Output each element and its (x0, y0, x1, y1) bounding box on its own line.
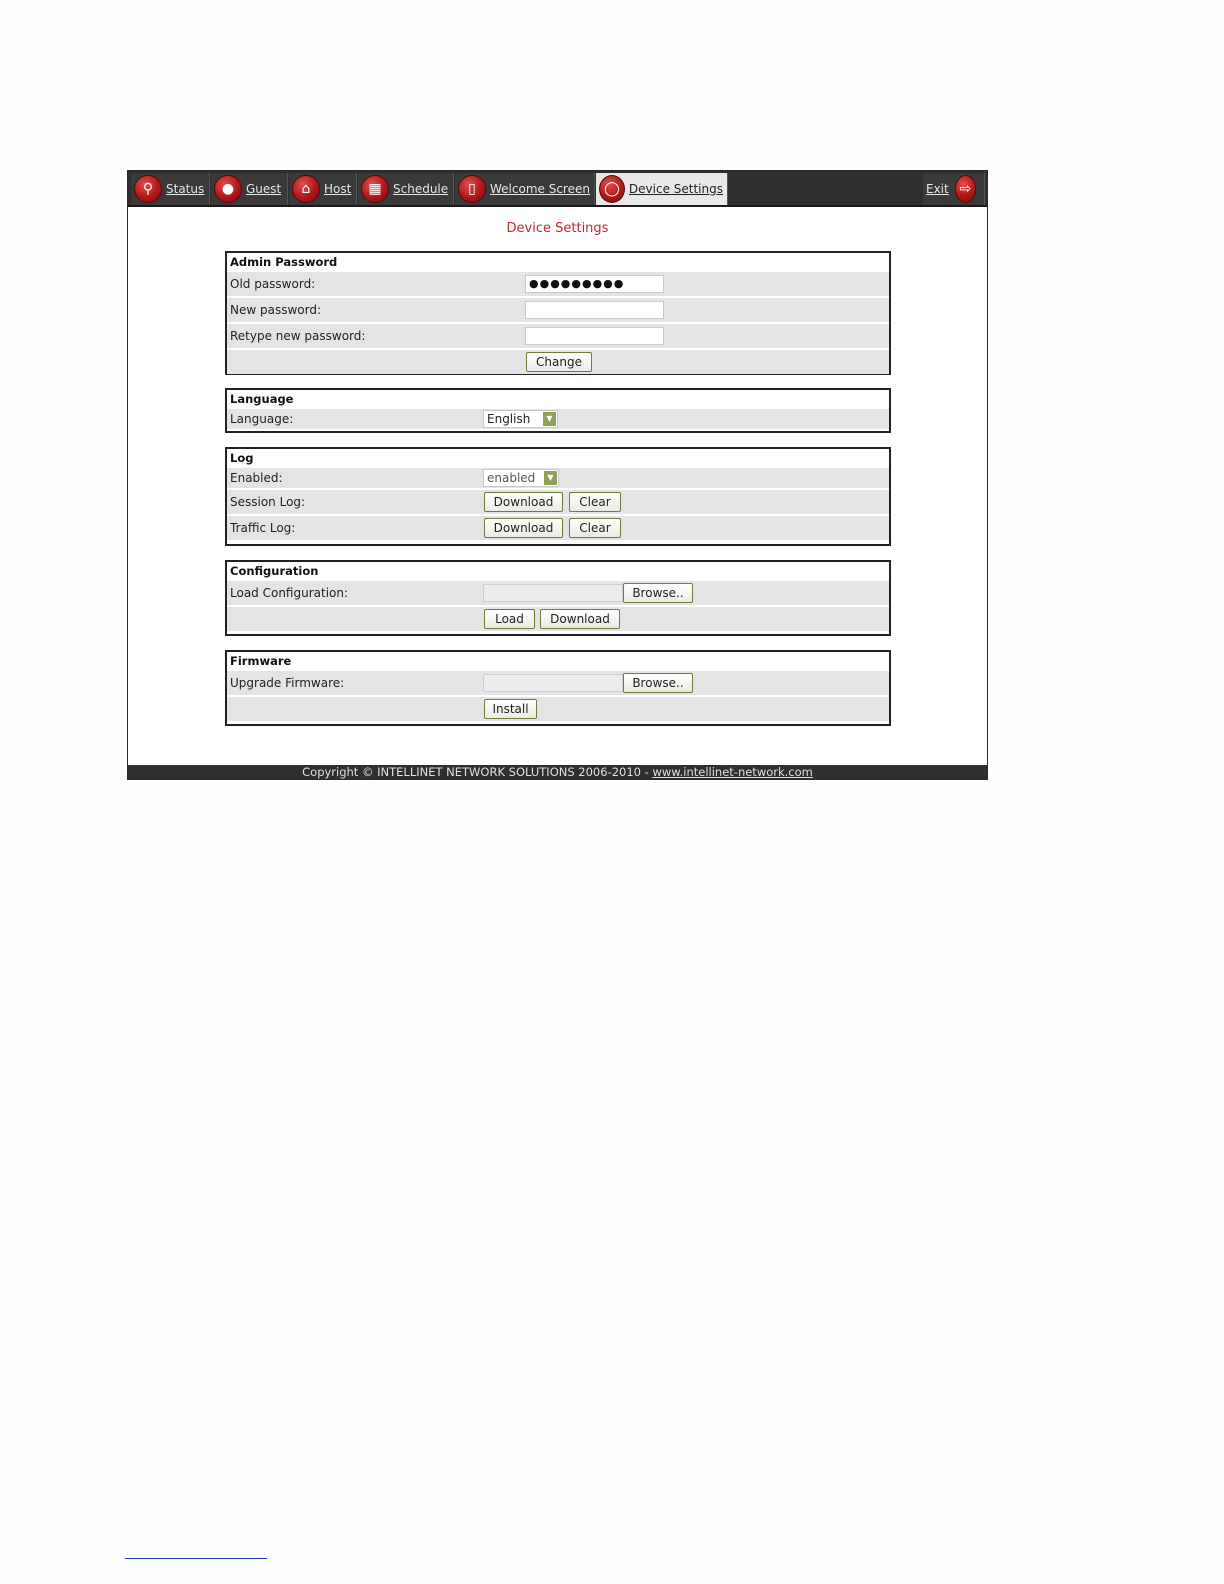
log-section (225, 447, 891, 546)
upgrade-firmware-row (227, 671, 889, 695)
guest-icon: ● (214, 175, 242, 203)
configuration-heading: Configuration (230, 564, 319, 578)
copyright-text: Copyright © INTELLINET NETWORK SOLUTIONS 2006-2010 - (302, 765, 653, 779)
session-log-download-button[interactable]: Download (484, 492, 563, 512)
language-row (227, 409, 889, 429)
old-password-label: Old password: (230, 277, 316, 291)
magnifier-icon: ⚲ (134, 175, 162, 203)
admin-window (127, 170, 988, 780)
page-title: Device Settings (506, 221, 609, 236)
footer (128, 765, 987, 779)
chevron-down-icon: ▼ (544, 471, 557, 485)
nav-guest-label: Guest (246, 182, 282, 196)
load-configuration-button[interactable]: Load (484, 609, 535, 629)
nav-exit-label: Exit (926, 182, 949, 196)
traffic-log-label: Traffic Log: (230, 521, 296, 535)
nav-welcome-screen-label: Welcome Screen (490, 182, 590, 196)
configuration-section (225, 560, 891, 636)
home-icon: ⌂ (292, 175, 320, 203)
change-row (227, 350, 889, 374)
configuration-file-input[interactable] (483, 584, 623, 602)
nav-device-settings[interactable] (596, 173, 728, 205)
language-section (225, 388, 891, 433)
load-configuration-row (227, 581, 889, 605)
load-configuration-label: Load Configuration: (230, 586, 349, 600)
footnote-separator (125, 1558, 267, 1559)
firmware-section (225, 650, 891, 726)
session-log-clear-button[interactable]: Clear (569, 492, 621, 512)
retype-password-label: Retype new password: (230, 329, 366, 343)
calendar-icon: ▦ (361, 175, 389, 203)
nav-device-settings-label: Device Settings (628, 182, 723, 196)
nav-schedule[interactable] (358, 173, 454, 205)
traffic-log-row (227, 516, 889, 540)
firmware-actions-row (227, 697, 889, 721)
traffic-log-clear-button[interactable]: Clear (569, 518, 621, 538)
firmware-heading: Firmware (230, 654, 292, 668)
retype-password-row (227, 324, 889, 348)
log-enabled-selected-value: enabled (487, 471, 536, 485)
session-log-label: Session Log: (230, 495, 306, 509)
download-configuration-button[interactable]: Download (540, 609, 620, 629)
log-enabled-row (227, 468, 889, 488)
nav-exit[interactable] (923, 173, 985, 205)
log-heading: Log (230, 451, 254, 465)
firmware-file-input[interactable] (483, 674, 623, 692)
retype-password-input[interactable] (525, 327, 664, 345)
exit-icon: ⇨ (955, 175, 976, 203)
nav-schedule-label: Schedule (393, 182, 449, 196)
language-selected-value: English (487, 412, 531, 426)
nav-host-label: Host (324, 182, 352, 196)
settings-icon: ◯ (599, 175, 625, 203)
nav-status-label: Status (166, 182, 205, 196)
admin-password-section (225, 251, 891, 375)
old-password-input[interactable]: ●●●●●●●●● (525, 275, 664, 293)
configuration-actions-row (227, 607, 889, 631)
log-enabled-select[interactable] (483, 469, 559, 487)
new-password-input[interactable] (525, 301, 664, 319)
vendor-link[interactable]: www.intellinet-network.com (652, 765, 813, 779)
nav-status[interactable] (131, 173, 210, 205)
chevron-down-icon: ▼ (543, 412, 556, 426)
nav-host[interactable] (289, 173, 357, 205)
install-firmware-button[interactable]: Install (484, 699, 537, 719)
admin-password-heading: Admin Password (230, 255, 338, 269)
nav-guest[interactable] (211, 173, 288, 205)
page-icon: ▯ (458, 175, 486, 203)
upgrade-firmware-label: Upgrade Firmware: (230, 676, 345, 690)
language-heading: Language (230, 392, 294, 406)
session-log-row (227, 490, 889, 514)
change-button[interactable]: Change (526, 352, 592, 372)
language-label: Language: (230, 412, 294, 426)
language-select[interactable] (483, 410, 558, 428)
traffic-log-download-button[interactable]: Download (484, 518, 563, 538)
log-enabled-label: Enabled: (230, 471, 283, 485)
old-password-row (227, 272, 889, 296)
firmware-browse-button[interactable]: Browse.. (623, 673, 693, 693)
configuration-browse-button[interactable]: Browse.. (623, 583, 693, 603)
nav-welcome-screen[interactable] (455, 173, 595, 205)
new-password-label: New password: (230, 303, 322, 317)
new-password-row (227, 298, 889, 322)
top-navbar (128, 171, 987, 207)
